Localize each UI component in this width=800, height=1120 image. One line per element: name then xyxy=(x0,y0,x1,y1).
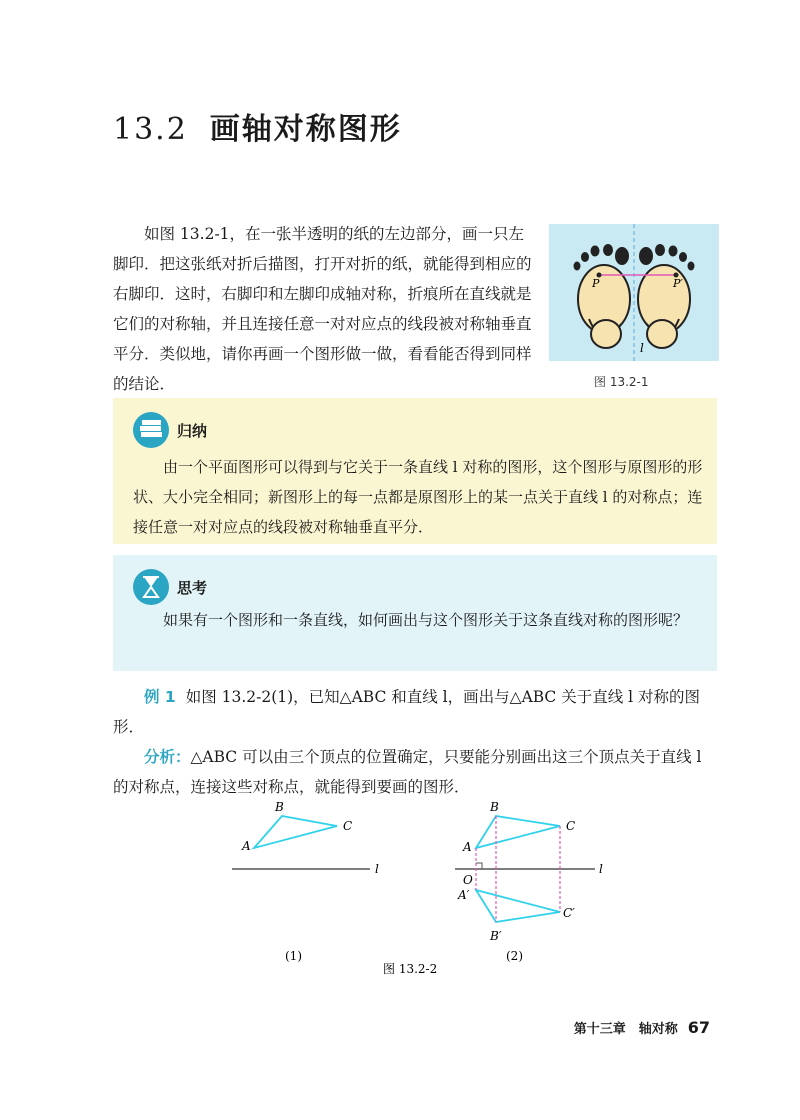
think-heading: 思考 xyxy=(177,579,208,597)
label-a1: A xyxy=(242,839,251,853)
label-a-prime: A′ xyxy=(458,888,470,902)
example-label: 例 1 xyxy=(144,688,176,706)
example-text: 如图 13.2-2(1)，已知△ABC 和直线 l，画出与△ABC 关于直线 l 对称的图形． xyxy=(113,688,701,736)
triangle-abc xyxy=(254,816,337,848)
label-b2: B xyxy=(490,800,499,814)
label-l: l xyxy=(640,341,644,355)
summary-box xyxy=(113,398,717,544)
figure2-caption: 图 13.2-2 xyxy=(383,962,438,976)
think-text-wrap xyxy=(133,605,703,635)
analysis-paragraph xyxy=(113,742,713,802)
example-paragraph xyxy=(113,682,713,742)
section-heading: 画轴对称图形 xyxy=(209,112,402,147)
label-p: P xyxy=(592,277,600,290)
left-footprint xyxy=(574,244,631,348)
think-box xyxy=(113,555,717,671)
label-o: O xyxy=(463,873,473,887)
label-l1: l xyxy=(375,862,379,876)
sub-caption-2: (2) xyxy=(506,949,523,963)
label-a2: A xyxy=(463,840,472,854)
analysis-text: △ABC 可以由三个顶点的位置确定，只要能分别画出这三个顶点关于直线 l 的对称点，连接这些对称点，就能得到要画的图形． xyxy=(113,748,702,796)
example-block xyxy=(113,682,713,802)
label-p-prime: P′ xyxy=(673,277,683,290)
label-c2: C xyxy=(566,819,576,833)
figure2-part2 xyxy=(455,800,603,963)
footprint-drawing xyxy=(549,224,719,361)
intro-paragraph xyxy=(113,219,538,399)
right-angle-mark xyxy=(476,863,482,869)
figure1-caption: 图 13.2-1 xyxy=(594,375,649,389)
label-b-prime: B′ xyxy=(490,929,502,943)
label-c-prime: C′ xyxy=(563,906,575,920)
reflection-figure xyxy=(220,795,620,985)
page-footer xyxy=(574,1018,710,1037)
chapter-label: 第十三章 轴对称 xyxy=(573,1022,678,1037)
summary-text: 由一个平面图形可以得到与它关于一条直线 l 对称的图形，这个图形与原图形的形状、大小完全相同；新图形上的每一点都是原图形上的某一点关于直线 l 的对称点；连接任意一对对应点的线段被对称轴垂直平分． xyxy=(133,458,703,536)
hourglass-icon xyxy=(133,569,169,605)
label-l2: l xyxy=(599,862,603,876)
analysis-label: 分析： xyxy=(144,748,191,766)
triangle-abc-2 xyxy=(476,816,560,848)
right-footprint xyxy=(638,244,695,348)
books-icon xyxy=(133,412,169,448)
label-c1: C xyxy=(343,819,353,833)
triangle-abc-prime xyxy=(476,890,560,922)
page-number: 67 xyxy=(687,1018,710,1037)
section-number: 13.2 xyxy=(113,112,188,147)
think-text: 如果有一个图形和一条直线，如何画出与这个图形关于这条直线对称的图形呢？ xyxy=(163,611,689,629)
summary-heading: 归纳 xyxy=(177,422,208,440)
sub-caption-1: (1) xyxy=(285,949,302,963)
figure2-part1 xyxy=(232,800,379,963)
footprint-figure xyxy=(549,224,719,361)
summary-text-wrap xyxy=(133,452,703,542)
section-title xyxy=(113,104,402,148)
label-b1: B xyxy=(275,800,284,814)
intro-text: 如图 13.2-1，在一张半透明的纸的左边部分，画一只左脚印．把这张纸对折后描图，打开对折的纸，就能得到相应的右脚印．这时，右脚印和左脚印成轴对称，折痕所在直线就是它们的对称轴，并且连接任意一对对应点的线段被对称轴垂直平分．类似地，请你再画一个图形做一做，看看能否得到同样的结论． xyxy=(113,225,532,393)
